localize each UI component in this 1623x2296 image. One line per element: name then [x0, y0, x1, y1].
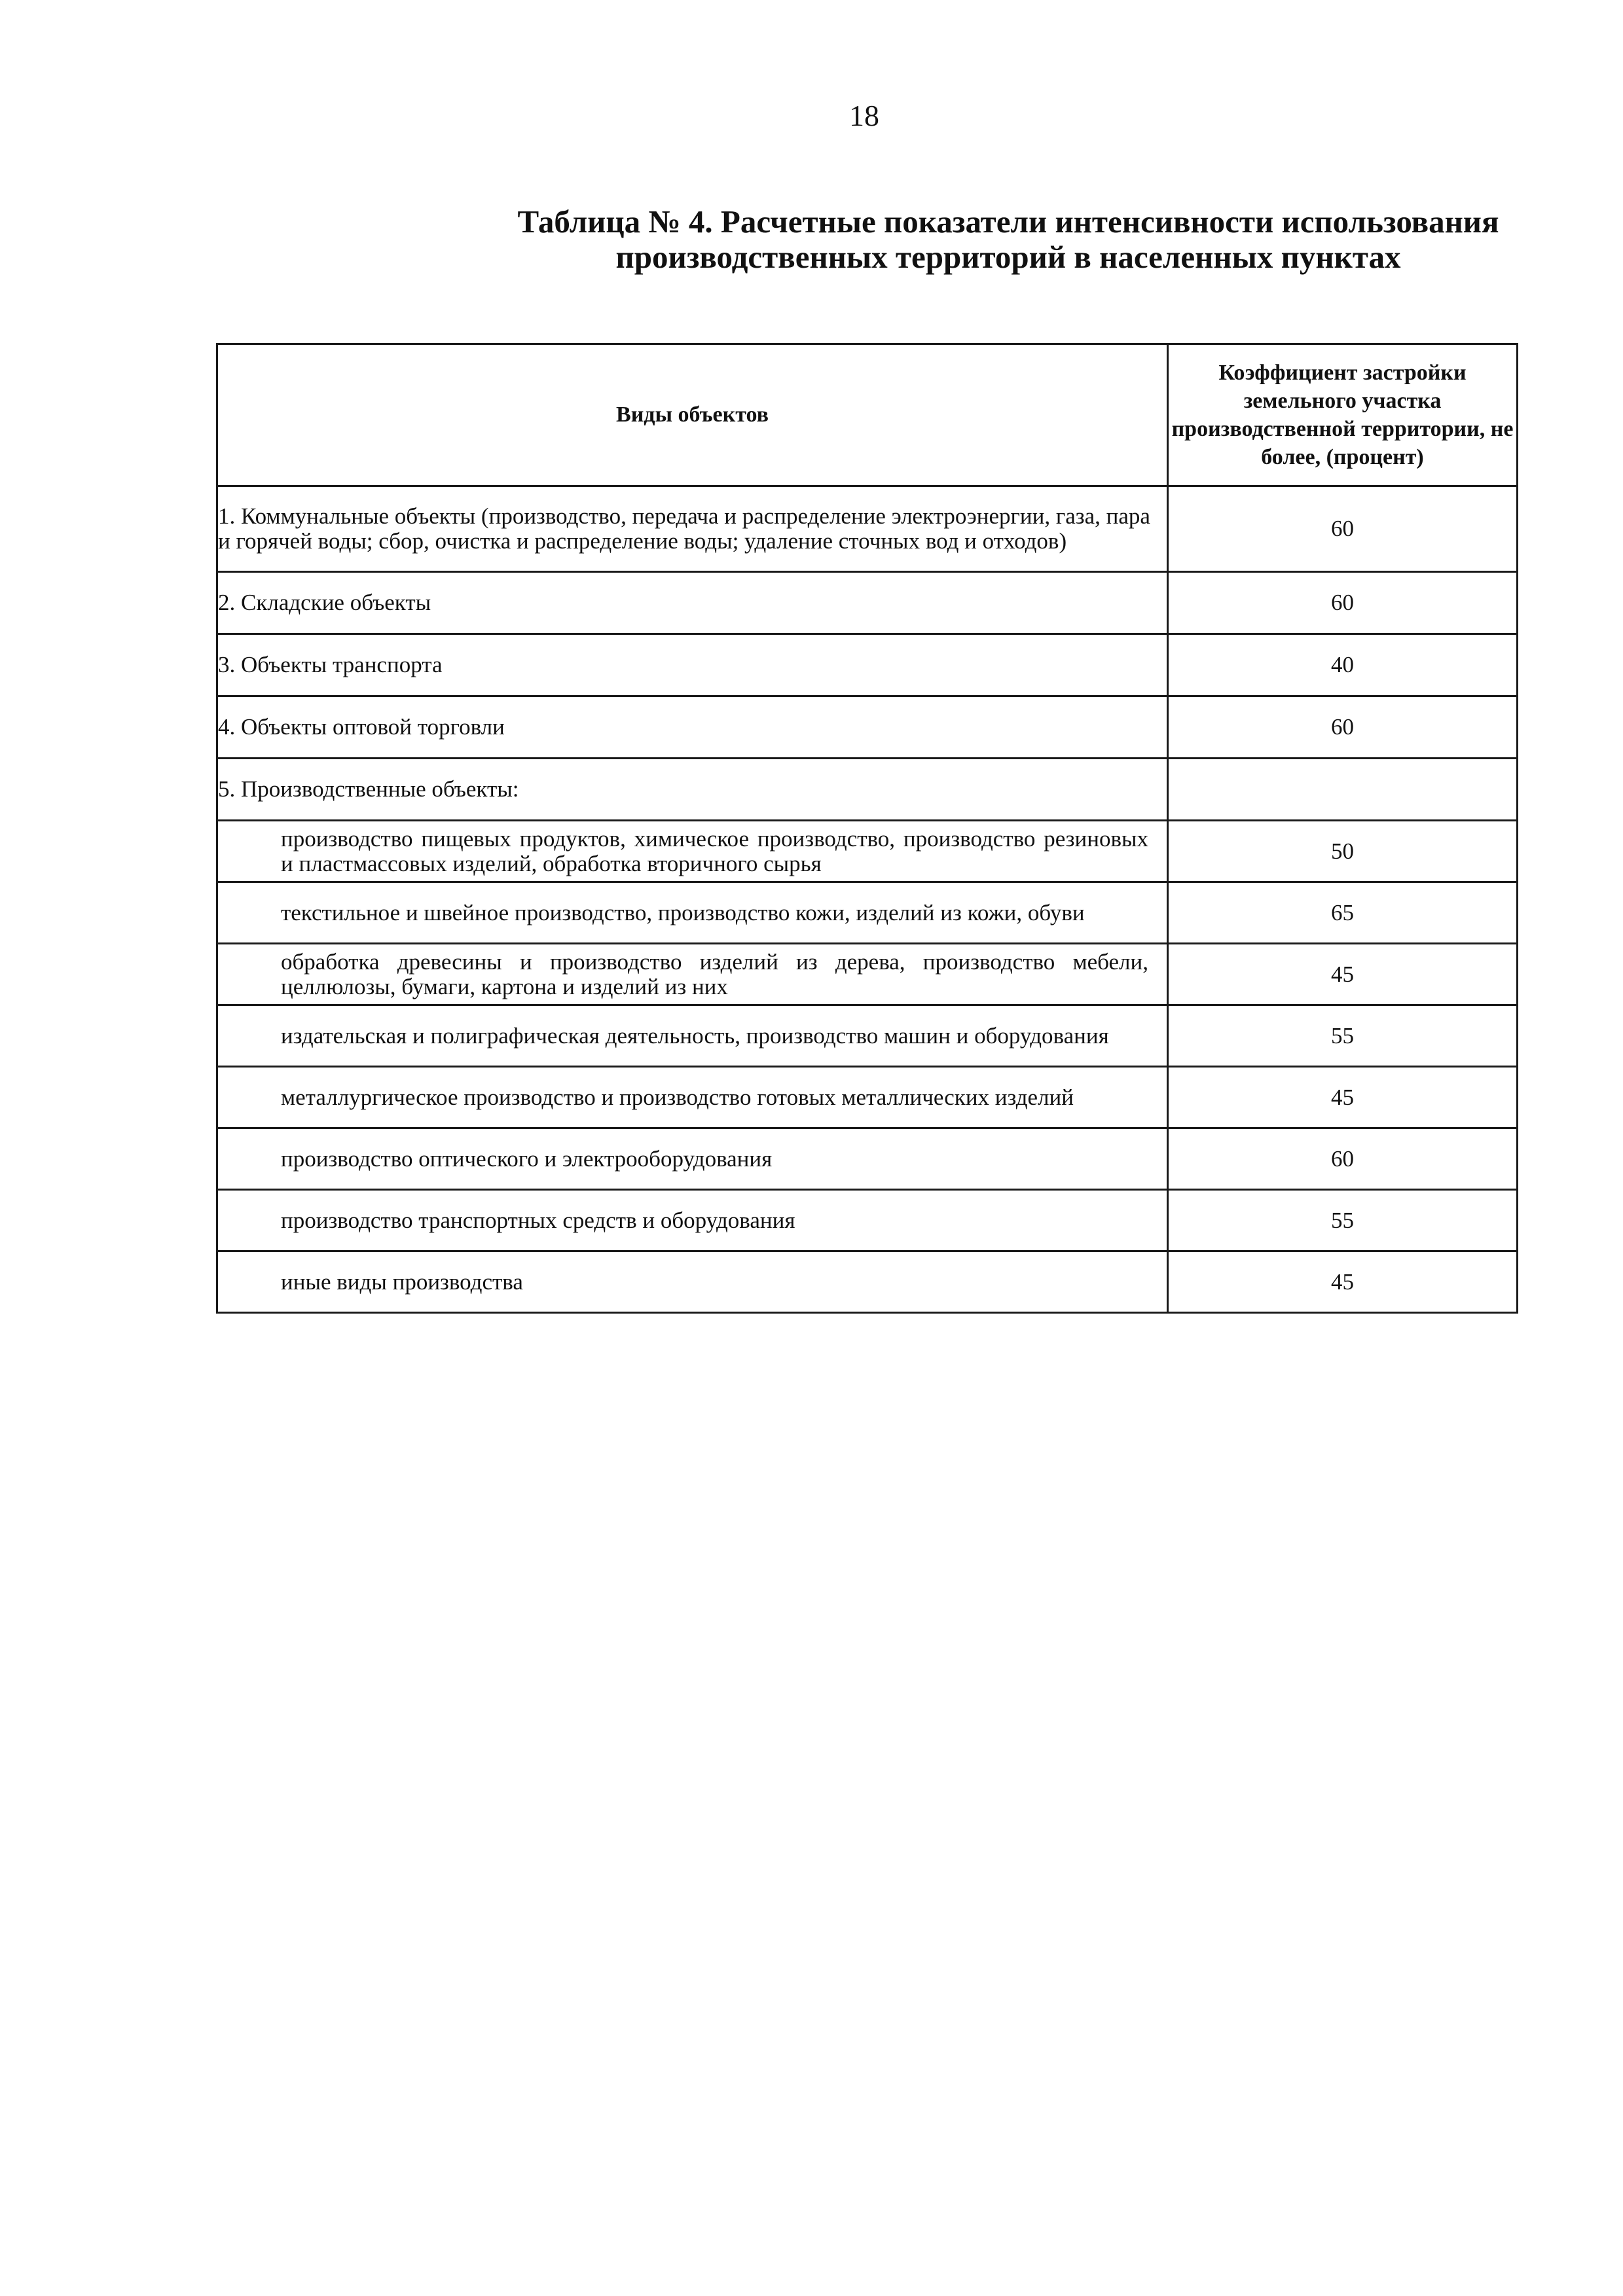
row-value: 55 — [1168, 1005, 1518, 1067]
table-title-line-2: производственных территорий в населенных пунктах — [615, 239, 1401, 275]
row-value: 45 — [1168, 944, 1518, 1005]
row-value: 50 — [1168, 821, 1518, 882]
row-label: 5. Производственные объекты: — [217, 759, 1168, 821]
table-row — [217, 821, 1518, 882]
row-value: 40 — [1168, 634, 1518, 696]
table-row — [217, 944, 1518, 1005]
row-label: производство пищевых продуктов, химическое производство, производство резиновых и пластмассовых изделий, обработка вторичного сырья — [217, 821, 1168, 882]
row-value: 55 — [1168, 1190, 1518, 1251]
row-value: 60 — [1168, 1128, 1518, 1190]
page-number: 18 — [849, 99, 879, 132]
table-title-line-1: Таблица № 4. Расчетные показатели интенсивности использования — [517, 204, 1499, 240]
row-label: 4. Объекты оптовой торговли — [217, 696, 1168, 759]
table-title — [308, 204, 1623, 275]
intensity-table — [216, 343, 1518, 1314]
row-value: 60 — [1168, 486, 1518, 572]
row-label: металлургическое производство и производство готовых металлических изделий — [217, 1067, 1168, 1128]
table-row — [217, 696, 1518, 759]
row-value: 45 — [1168, 1067, 1518, 1128]
header-coefficient: Коэффициент застройки земельного участка производственной территории, не более, (процент) — [1168, 344, 1518, 486]
row-label: издательская и полиграфическая деятельность, производство машин и оборудования — [217, 1005, 1168, 1067]
table-row — [217, 882, 1518, 944]
row-label: 1. Коммунальные объекты (производство, передача и распределение электроэнергии, газа, пара и горячей воды; сбор, очистка и распределение воды; удаление сточных вод и отходов) — [217, 486, 1168, 572]
row-label: производство транспортных средств и оборудования — [217, 1190, 1168, 1251]
table-row — [217, 759, 1518, 821]
table-row — [217, 1190, 1518, 1251]
row-label: производство оптического и электрооборудования — [217, 1128, 1168, 1190]
table-header-row — [217, 344, 1518, 486]
table-row — [217, 634, 1518, 696]
row-value: 60 — [1168, 696, 1518, 759]
table-row — [217, 1128, 1518, 1190]
row-label: иные виды производства — [217, 1251, 1168, 1313]
table-row — [217, 486, 1518, 572]
table-row — [217, 1251, 1518, 1313]
row-label: 2. Складские объекты — [217, 572, 1168, 634]
table-row — [217, 1005, 1518, 1067]
row-value: 65 — [1168, 882, 1518, 944]
row-label: 3. Объекты транспорта — [217, 634, 1168, 696]
row-label: текстильное и швейное производство, производство кожи, изделий из кожи, обуви — [217, 882, 1168, 944]
table-row — [217, 572, 1518, 634]
row-value: 60 — [1168, 572, 1518, 634]
row-value: 45 — [1168, 1251, 1518, 1313]
table-row — [217, 1067, 1518, 1128]
row-value — [1168, 759, 1518, 821]
row-label: обработка древесины и производство изделий из дерева, производство мебели, целлюлозы, бумаги, картона и изделий из них — [217, 944, 1168, 1005]
header-objects: Виды объектов — [217, 344, 1168, 486]
